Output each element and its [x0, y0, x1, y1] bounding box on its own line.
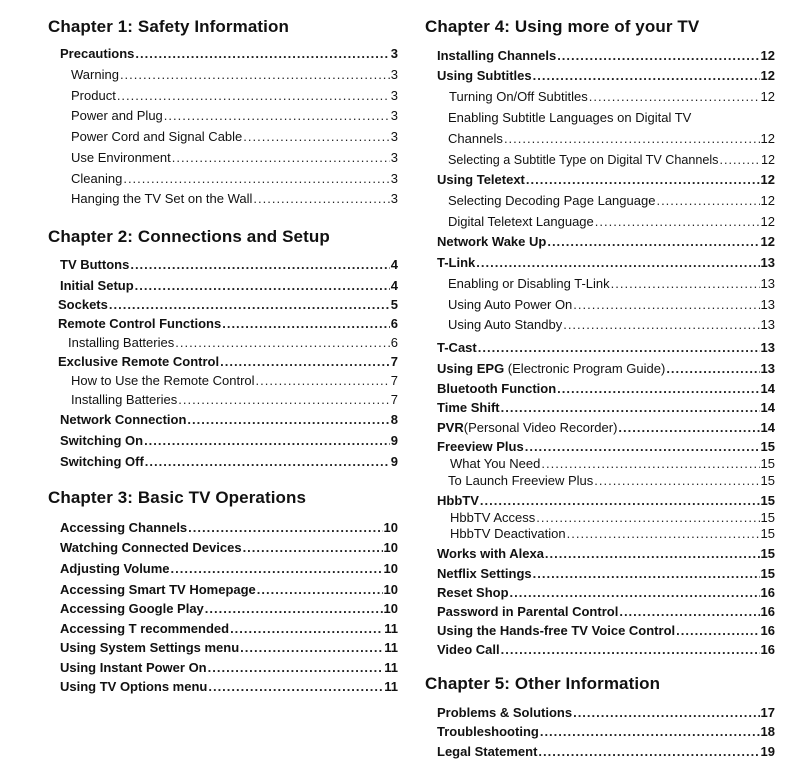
toc-entry[interactable]: Cleaning ..... 3	[71, 171, 398, 187]
toc-entry[interactable]: Using TV Options menu ..... 11	[60, 679, 398, 695]
toc-entry[interactable]: Warning ..... 3	[71, 67, 398, 83]
toc-entry[interactable]: Using the Hands-free TV Voice Control ..... 16	[437, 623, 775, 639]
toc-entry[interactable]: Troubleshooting ..... 18	[437, 724, 775, 740]
toc-entry[interactable]: Hanging the TV Set on the Wall ..... 3	[71, 191, 398, 207]
toc-entry[interactable]: Installing Channels ..... 12	[437, 48, 775, 64]
toc-entry[interactable]: Initial Setup ..... 4	[60, 278, 398, 294]
toc-entry[interactable]: Accessing Smart TV Homepage ..... 10	[60, 582, 398, 598]
toc-entry[interactable]: Netflix Settings ..... 15	[437, 566, 775, 582]
toc-entry[interactable]: Accessing T recommended ..... 11	[60, 621, 398, 637]
toc-entry[interactable]: Use Environment ..... 3	[71, 150, 398, 166]
toc-entry[interactable]: Freeview Plus ..... 15	[437, 439, 775, 455]
toc-entry[interactable]: Remote Control Functions ..... 6	[58, 316, 398, 332]
chapter-2-heading: Chapter 2: Connections and Setup	[48, 227, 330, 246]
toc-entry[interactable]: Sockets ..... 5	[58, 297, 398, 313]
toc-entry[interactable]: Installing Batteries ..... 6	[68, 335, 398, 351]
toc-entry[interactable]: Precautions ..... 3	[60, 46, 398, 62]
toc-entry[interactable]: Accessing Channels ..... 10	[60, 520, 398, 536]
toc-entry[interactable]: Using Teletext ..... 12	[437, 172, 775, 188]
toc-entry[interactable]: Watching Connected Devices ..... 10	[60, 540, 398, 556]
toc-entry[interactable]: Switching On ..... 9	[60, 433, 398, 449]
toc-entry[interactable]: Using EPG (Electronic Program Guide) ..... 13	[437, 361, 775, 377]
toc-entry[interactable]: Network Connection ..... 8	[60, 412, 398, 428]
toc-entry[interactable]: Turning On/Off Subtitles ..... 12	[449, 89, 775, 105]
toc-entry[interactable]: Accessing Google Play ..... 10	[60, 601, 398, 617]
toc-entry[interactable]: Time Shift ..... 14	[437, 400, 775, 416]
toc-entry[interactable]: Enabling Subtitle Languages on Digital TV	[448, 110, 692, 125]
toc-entry[interactable]: Installing Batteries ..... 7	[71, 392, 398, 408]
toc-entry[interactable]: Channels ..... 12	[448, 131, 775, 147]
toc-entry[interactable]: Digital Teletext Language ..... 12	[448, 214, 775, 230]
toc-entry[interactable]: T-Cast ..... 13	[437, 340, 775, 356]
toc-entry[interactable]: Power Cord and Signal Cable ..... 3	[71, 129, 398, 145]
chapter-3-heading: Chapter 3: Basic TV Operations	[48, 488, 307, 507]
toc-entry[interactable]: Product ..... 3	[71, 88, 398, 104]
toc-entry[interactable]: Password in Parental Control ..... 16	[437, 604, 775, 620]
toc-entry[interactable]: Power and Plug ..... 3	[71, 108, 398, 124]
toc-entry[interactable]: Switching Off ..... 9	[60, 454, 398, 470]
toc-entry[interactable]: Using System Settings menu ..... 11	[60, 640, 398, 656]
toc-entry[interactable]: TV Buttons ..... 4	[60, 257, 398, 273]
toc-entry[interactable]: Exclusive Remote Control ..... 7	[58, 354, 398, 370]
toc-entry[interactable]: Using Auto Power On ..... 13	[448, 297, 775, 313]
toc-entry[interactable]: Network Wake Up ..... 12	[437, 234, 775, 250]
toc-entry[interactable]: Enabling or Disabling T-Link ..... 13	[448, 276, 775, 292]
toc-entry[interactable]: Video Call ..... 16	[437, 642, 775, 658]
toc-entry[interactable]: What You Need ..... 15	[450, 456, 775, 472]
toc-entry[interactable]: Using Subtitles ..... 12	[437, 68, 775, 84]
toc-entry[interactable]: HbbTV Deactivation ..... 15	[450, 526, 775, 542]
chapter-1-heading: Chapter 1: Safety Information	[48, 17, 289, 36]
toc-entry[interactable]: Reset Shop ..... 16	[437, 585, 775, 601]
toc-entry[interactable]: To Launch Freeview Plus ..... 15	[448, 473, 775, 489]
chapter-4-heading: Chapter 4: Using more of your TV	[425, 17, 700, 36]
toc-entry[interactable]: PVR(Personal Video Recorder) ..... 14	[437, 420, 775, 436]
toc-entry[interactable]: How to Use the Remote Control ..... 7	[71, 373, 398, 389]
toc-entry[interactable]: Legal Statement ..... 19	[437, 744, 775, 760]
toc-entry[interactable]: Selecting a Subtitle Type on Digital TV Channels ..... 12	[448, 152, 775, 168]
toc-entry[interactable]: Using Instant Power On ..... 11	[60, 660, 398, 676]
toc-entry[interactable]: T-Link ..... 13	[437, 255, 775, 271]
toc-entry[interactable]: HbbTV Access ..... 15	[450, 510, 775, 526]
chapter-5-heading: Chapter 5: Other Information	[425, 674, 661, 693]
toc-entry[interactable]: Selecting Decoding Page Language ..... 12	[448, 193, 775, 209]
toc-entry[interactable]: Bluetooth Function ..... 14	[437, 381, 775, 397]
toc-entry[interactable]: Works with Alexa ..... 15	[437, 546, 775, 562]
toc-entry[interactable]: Problems & Solutions ..... 17	[437, 705, 775, 721]
toc-entry[interactable]: Adjusting Volume ..... 10	[60, 561, 398, 577]
toc-entry[interactable]: HbbTV ..... 15	[437, 493, 775, 509]
toc-entry[interactable]: Using Auto Standby ..... 13	[448, 317, 775, 333]
